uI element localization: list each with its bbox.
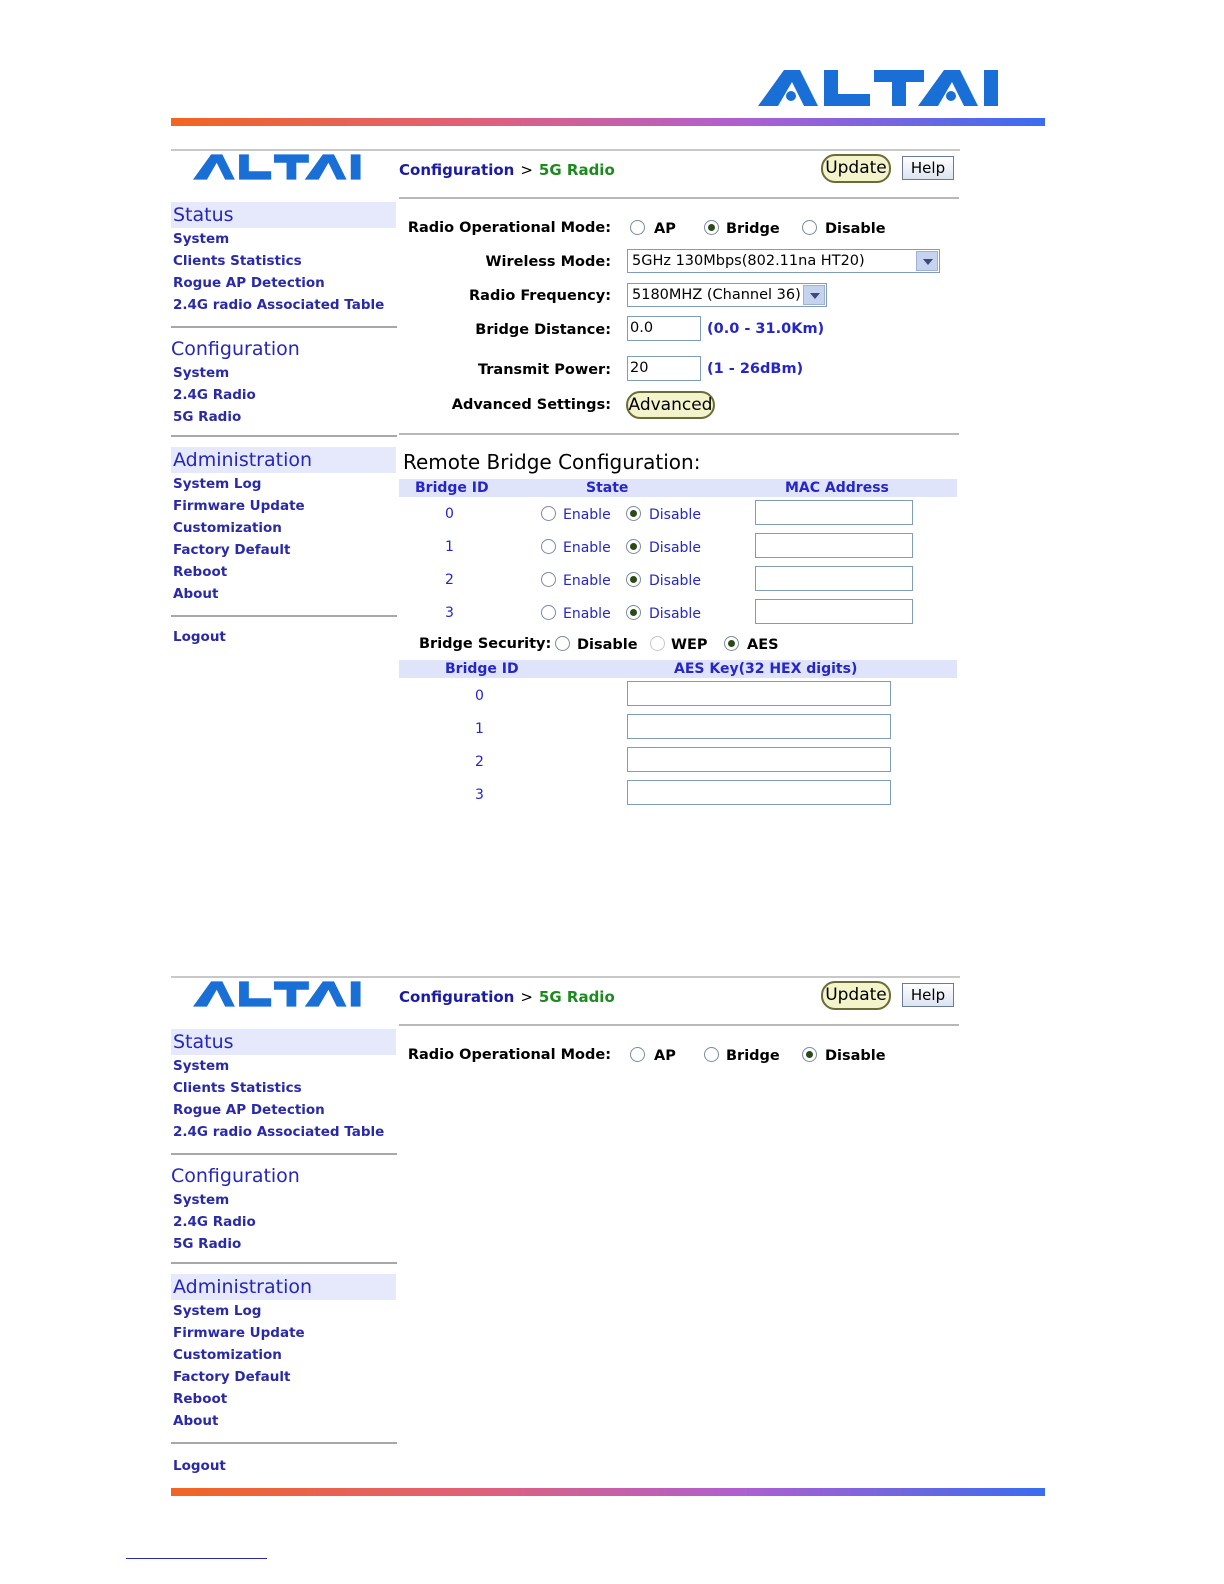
footer-rule	[126, 1558, 267, 1559]
nav-configuration	[171, 1163, 396, 1255]
mode-label: Radio Operational Mode:	[407, 1047, 611, 1063]
aes-table-header	[399, 660, 957, 678]
nav-logout[interactable]: Logout	[173, 629, 226, 645]
nav-firmware-update[interactable]: Firmware Update	[173, 498, 305, 514]
sidebar-divider	[171, 1262, 397, 1264]
chevron-down-icon[interactable]	[803, 285, 825, 305]
advanced-button[interactable]: Advanced	[626, 391, 715, 419]
state-disable-label: Disable	[649, 606, 701, 622]
nav-administration	[171, 447, 396, 605]
mode-bridge-label: Bridge	[726, 221, 780, 237]
sidebar-divider	[171, 435, 397, 437]
breadcrumb	[399, 988, 615, 1006]
mac-address-input[interactable]	[755, 533, 913, 558]
breadcrumb-section[interactable]: Configuration	[399, 988, 515, 1006]
nav-configuration	[171, 336, 396, 428]
radio-frequency-value: 5180MHZ (Channel 36)	[632, 287, 801, 303]
bridge-id: 3	[445, 605, 454, 621]
table-row	[399, 532, 957, 562]
sidebar-divider	[171, 326, 397, 328]
aes-key-input[interactable]	[627, 780, 891, 805]
bridge-security-row	[399, 630, 959, 658]
wireless-mode-select[interactable]	[627, 249, 940, 273]
nav-administration	[171, 1274, 396, 1432]
content-divider	[399, 433, 959, 435]
mode-disable-radio[interactable]	[802, 1047, 817, 1062]
aes-key-input[interactable]	[627, 681, 891, 706]
state-disable-radio[interactable]	[626, 605, 641, 620]
bridge-distance-input[interactable]: 0.0	[627, 316, 701, 341]
chevron-down-icon[interactable]	[916, 251, 938, 271]
col-state: State	[586, 480, 629, 496]
state-disable-label: Disable	[649, 573, 701, 589]
mode-ap-label: AP	[654, 1048, 676, 1064]
nav-24g-assoc-table[interactable]: 2.4G radio Associated Table	[173, 1124, 385, 1140]
transmit-power-label: Transmit Power:	[477, 362, 611, 378]
help-button[interactable]: Help	[902, 156, 954, 180]
mode-bridge-radio[interactable]	[704, 220, 719, 235]
breadcrumb-separator: >	[520, 988, 533, 1006]
table-row	[399, 747, 957, 777]
col-aes-key: AES Key(32 HEX digits)	[674, 661, 858, 677]
breadcrumb-page: 5G Radio	[538, 161, 615, 179]
help-button[interactable]: Help	[902, 983, 954, 1007]
mode-ap-radio[interactable]	[630, 1047, 645, 1062]
bridge-id: 2	[445, 572, 454, 588]
mode-label: Radio Operational Mode:	[407, 220, 611, 236]
advanced-label: Advanced Settings:	[451, 397, 611, 413]
table-row	[399, 565, 957, 595]
transmit-power-input[interactable]: 20	[627, 356, 701, 381]
nav-configuration-title[interactable]: Configuration	[171, 1163, 396, 1189]
state-enable-label: Enable	[563, 606, 611, 622]
remote-bridge-title: Remote Bridge Configuration:	[403, 450, 701, 474]
bridge-distance-hint: (0.0 - 31.0Km)	[707, 321, 825, 337]
state-enable-label: Enable	[563, 507, 611, 523]
nav-logout[interactable]: Logout	[173, 1458, 226, 1474]
bridge-distance-row	[399, 316, 959, 344]
transmit-power-row	[399, 356, 959, 384]
nav-about[interactable]: About	[173, 1413, 219, 1429]
bridge-security-label: Bridge Security:	[419, 636, 552, 652]
update-button[interactable]: Update	[821, 981, 891, 1010]
nav-clients-statistics[interactable]: Clients Statistics	[173, 253, 302, 269]
nav-system-log[interactable]: System Log	[173, 476, 262, 492]
nav-rogue-ap[interactable]: Rogue AP Detection	[173, 275, 325, 291]
remote-bridge-table-header	[399, 479, 957, 497]
nav-customization[interactable]: Customization	[173, 1347, 282, 1363]
nav-reboot[interactable]: Reboot	[173, 564, 228, 580]
sidebar-divider	[171, 1442, 397, 1444]
state-enable-radio[interactable]	[541, 539, 556, 554]
aes-key-input[interactable]	[627, 747, 891, 772]
mode-ap-radio[interactable]	[630, 220, 645, 235]
table-row	[399, 714, 957, 744]
content-divider	[399, 197, 959, 199]
altai-logo	[758, 68, 1013, 108]
mode-disable-radio[interactable]	[802, 220, 817, 235]
state-enable-radio[interactable]	[541, 506, 556, 521]
breadcrumb-page: 5G Radio	[538, 988, 615, 1006]
nav-system-log[interactable]: System Log	[173, 1303, 262, 1319]
transmit-power-hint: (1 - 26dBm)	[707, 361, 804, 377]
radio-frequency-row	[399, 282, 959, 310]
bridge-id: 1	[475, 721, 484, 737]
mac-address-input[interactable]	[755, 566, 913, 591]
nav-status	[171, 202, 396, 316]
nav-factory-default[interactable]: Factory Default	[173, 1369, 291, 1385]
col-mac-address: MAC Address	[785, 480, 889, 496]
security-wep-label: WEP	[671, 637, 708, 653]
breadcrumb-section[interactable]: Configuration	[399, 161, 515, 179]
nav-clients-statistics[interactable]: Clients Statistics	[173, 1080, 302, 1096]
bridge-distance-label: Bridge Distance:	[475, 322, 611, 338]
nav-rogue-ap[interactable]: Rogue AP Detection	[173, 1102, 325, 1118]
nav-config-24g-radio[interactable]: 2.4G Radio	[173, 1214, 256, 1230]
nav-administration-title[interactable]: Administration	[171, 1274, 396, 1300]
nav-about[interactable]: About	[173, 586, 219, 602]
nav-configuration-title[interactable]: Configuration	[171, 336, 396, 362]
security-disable-radio[interactable]	[555, 636, 570, 651]
bridge-id: 1	[445, 539, 454, 555]
sidebar-divider	[171, 615, 397, 617]
nav-24g-assoc-table[interactable]: 2.4G radio Associated Table	[173, 297, 385, 313]
top-divider	[171, 149, 960, 151]
security-aes-radio[interactable]	[724, 636, 739, 651]
nav-reboot[interactable]: Reboot	[173, 1391, 228, 1407]
mode-disable-label: Disable	[825, 221, 886, 237]
state-enable-radio[interactable]	[541, 605, 556, 620]
state-disable-radio[interactable]	[626, 572, 641, 587]
wireless-mode-row	[399, 248, 959, 276]
state-enable-label: Enable	[563, 573, 611, 589]
wireless-mode-label: Wireless Mode:	[485, 254, 611, 270]
header-gradient-bar	[171, 118, 1045, 126]
nav-administration-title[interactable]: Administration	[171, 447, 396, 473]
advanced-row	[399, 391, 959, 419]
nav-status-system[interactable]: System	[173, 1058, 230, 1074]
footer-gradient-bar	[171, 1488, 1045, 1496]
nav-config-5g-radio[interactable]: 5G Radio	[173, 409, 242, 425]
bridge-id: 0	[445, 506, 454, 522]
nav-config-5g-radio[interactable]: 5G Radio	[173, 1236, 242, 1252]
mode-row	[399, 1041, 959, 1069]
nav-config-system[interactable]: System	[173, 365, 230, 381]
security-wep-radio[interactable]	[650, 636, 665, 651]
aes-key-input[interactable]	[627, 714, 891, 739]
nav-config-system[interactable]: System	[173, 1192, 230, 1208]
bridge-id: 3	[475, 787, 484, 803]
mac-address-input[interactable]	[755, 500, 913, 525]
table-row	[399, 780, 957, 810]
nav-config-24g-radio[interactable]: 2.4G Radio	[173, 387, 256, 403]
content-divider	[399, 1024, 959, 1026]
mode-row	[399, 214, 959, 242]
state-enable-label: Enable	[563, 540, 611, 556]
nav-status-title[interactable]: Status	[171, 1029, 396, 1055]
radio-frequency-select[interactable]	[627, 283, 827, 307]
table-row	[399, 499, 957, 529]
col-bridge-id: Bridge ID	[445, 661, 519, 677]
bridge-id: 0	[475, 688, 484, 704]
nav-factory-default[interactable]: Factory Default	[173, 542, 291, 558]
state-disable-radio[interactable]	[626, 506, 641, 521]
top-divider	[171, 976, 960, 978]
nav-firmware-update[interactable]: Firmware Update	[173, 1325, 305, 1341]
security-disable-label: Disable	[577, 637, 638, 653]
nav-status-system[interactable]: System	[173, 231, 230, 247]
update-button[interactable]: Update	[821, 154, 891, 183]
table-row	[399, 681, 957, 711]
altai-logo-small	[193, 153, 371, 181]
altai-logo-small	[193, 980, 371, 1008]
security-aes-label: AES	[747, 637, 779, 653]
mac-address-input[interactable]	[755, 599, 913, 624]
sidebar-divider	[171, 1153, 397, 1155]
state-enable-radio[interactable]	[541, 572, 556, 587]
nav-status	[171, 1029, 396, 1143]
mode-bridge-label: Bridge	[726, 1048, 780, 1064]
bridge-id: 2	[475, 754, 484, 770]
wireless-mode-value: 5GHz 130Mbps(802.11na HT20)	[632, 253, 865, 269]
screenshot-bridge-mode	[171, 149, 960, 819]
screenshot-disable-mode	[171, 976, 960, 1486]
nav-customization[interactable]: Customization	[173, 520, 282, 536]
breadcrumb-separator: >	[520, 161, 533, 179]
nav-status-title[interactable]: Status	[171, 202, 396, 228]
state-disable-label: Disable	[649, 540, 701, 556]
radio-frequency-label: Radio Frequency:	[469, 288, 611, 304]
breadcrumb	[399, 161, 615, 179]
state-disable-label: Disable	[649, 507, 701, 523]
mode-disable-label: Disable	[825, 1048, 886, 1064]
table-row	[399, 598, 957, 628]
mode-bridge-radio[interactable]	[704, 1047, 719, 1062]
state-disable-radio[interactable]	[626, 539, 641, 554]
col-bridge-id: Bridge ID	[415, 480, 489, 496]
mode-ap-label: AP	[654, 221, 676, 237]
